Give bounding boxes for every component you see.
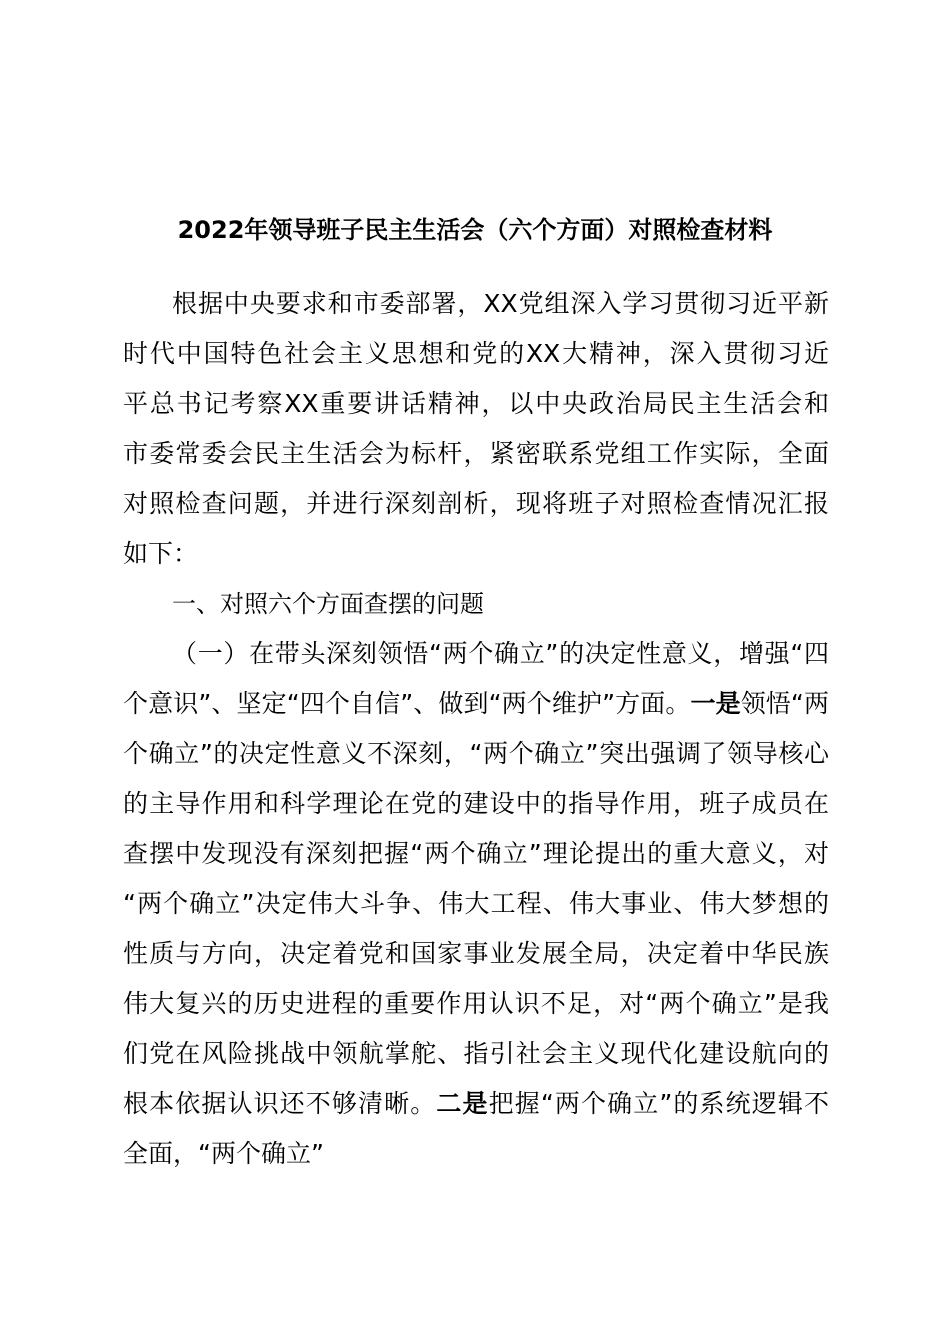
- body-line-10-text-a: 根本依据认识还不够清晰。: [123, 1089, 437, 1118]
- intro-line-3: 平总书记考察XX重要讲话精神，以中央政治局民主生活会和: [123, 389, 829, 418]
- body-line-2: [123, 686, 829, 722]
- intro-line-4: 市委常委会民主生活会为标杆，紧密联系党组工作实际，全面: [123, 439, 829, 468]
- body-line-7: 性质与方向，决定着党和国家事业发展全局，决定着中华民族: [123, 939, 829, 968]
- body-line-2-text-a: 个意识”、坚定“四个自信”、做到“两个维护”方面。: [123, 689, 691, 718]
- body-line-5: 查摆中发现没有深刻把握“两个确立”理论提出的重大意义，对: [123, 839, 829, 868]
- intro-line-5: 对照检查问题，并进行深刻剖析，现将班子对照检查情况汇报: [123, 489, 829, 518]
- body-line-3: 个确立”的决定性意义不深刻，“两个确立”突出强调了领导核心: [123, 739, 829, 768]
- body-line-10-text-c: 把握“两个确立”的系统逻辑不: [488, 1089, 829, 1118]
- body-line-8: 伟大复兴的历史进程的重要作用认识不足，对“两个确立”是我: [123, 989, 829, 1018]
- document-title: 2022年领导班子民主生活会（六个方面）对照检查材料: [177, 216, 773, 244]
- body-line-1: （一）在带头深刻领悟“两个确立”的决定性意义，增强“四: [172, 639, 829, 668]
- body-line-11: 全面，“两个确立”: [123, 1139, 324, 1168]
- body-line-4: 的主导作用和科学理论在党的建设中的指导作用，班子成员在: [123, 789, 829, 818]
- body-line-10: [123, 1086, 829, 1122]
- section-heading: 一、对照六个方面查摆的问题: [172, 590, 484, 618]
- body-line-2-text-c: 领悟“两: [740, 689, 829, 718]
- body-line-6: “两个确立”决定伟大斗争、伟大工程、伟大事业、伟大梦想的: [123, 889, 829, 918]
- intro-line-2: 时代中国特色社会主义思想和党的XX大精神，深入贯彻习近: [123, 339, 829, 368]
- intro-line-6: 如下：: [123, 539, 199, 568]
- emphasis-first: 一是: [690, 689, 741, 718]
- intro-line-1: 根据中央要求和市委部署，XX党组深入学习贯彻习近平新: [172, 289, 829, 318]
- emphasis-second: 二是: [436, 1089, 489, 1118]
- body-line-9: 们党在风险挑战中领航掌舵、指引社会主义现代化建设航向的: [123, 1039, 829, 1068]
